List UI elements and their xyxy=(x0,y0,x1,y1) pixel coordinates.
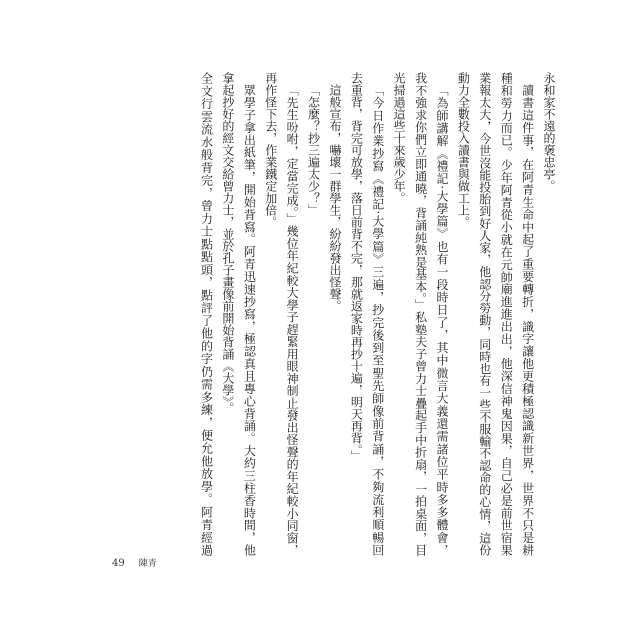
text-line: 讀書這件事，在阿青生命中起了重要轉折，識字讓他更積極認識新世界，世界不只是耕 xyxy=(520,84,535,556)
text-line: 「為師講解《禮記‧大學篇》也有一段時日了，其中微言大義還需諸位平時多多體會， xyxy=(434,84,449,556)
text-line: 眾學子拿出紙筆，開始背寫。阿青迅速抄寫，極認真且專心背誦。大約三柱香時間，他 xyxy=(242,84,257,556)
page-footer xyxy=(112,556,157,570)
text-line: 拿起抄好的經文交給曾力士，並於孔子畫像前開始背誦《大學》。 xyxy=(220,72,235,414)
page-number: 49 xyxy=(112,558,125,569)
text-line: 去重背，背完可放學，落日前背不完，那就返家時再抄十遍，明天再背。」 xyxy=(349,72,364,462)
text-line: 「怎麼？抄三遍太少？」 xyxy=(306,84,321,216)
text-line: 再作怪下去，作業鐵定加倍。 xyxy=(263,72,278,228)
text-line: 動力全數投入讀書與做工上。 xyxy=(456,72,471,228)
text-line: 這般宣布，嚇壞一群學生，紛紛發出怪聲。 xyxy=(327,84,342,312)
text-line: 「今日作業抄寫《禮記‧大學篇》三遍，抄完後到至聖先師像前背誦，不夠流利順暢回 xyxy=(370,84,385,556)
body-text xyxy=(195,72,559,556)
text-line: 種和勞力而已。少年阿青從小就在元帥廟進進出出，他深信神鬼因果，自己必是前世宿果 xyxy=(499,72,514,556)
text-line: 業報太大，今世沒能投胎到好人家，他認分勞動，同時也有一些不服輸不認命的心情，這份 xyxy=(477,72,492,556)
text-line: 光掃過這些十來歲少年。 xyxy=(392,72,407,204)
text-line: 永和家不遠的褒忠亭。 xyxy=(542,72,556,192)
running-title: 陳青 xyxy=(138,559,157,569)
text-line: 全文行雲流水般背完，曾力士點點頭，點評了他的字仍需多練，便允他放學。阿青經過 xyxy=(199,72,214,556)
text-line: 我不強求你們立即通曉，背誦純熟是基本。」私塾夫子曾力士疊起手中折扇，一拍桌面，目 xyxy=(413,72,428,556)
text-line: 「先生吩咐，定當完成。」幾位年紀較大學子趕緊用眼神制止發出怪聲的年紀較小同窗， xyxy=(285,84,300,556)
